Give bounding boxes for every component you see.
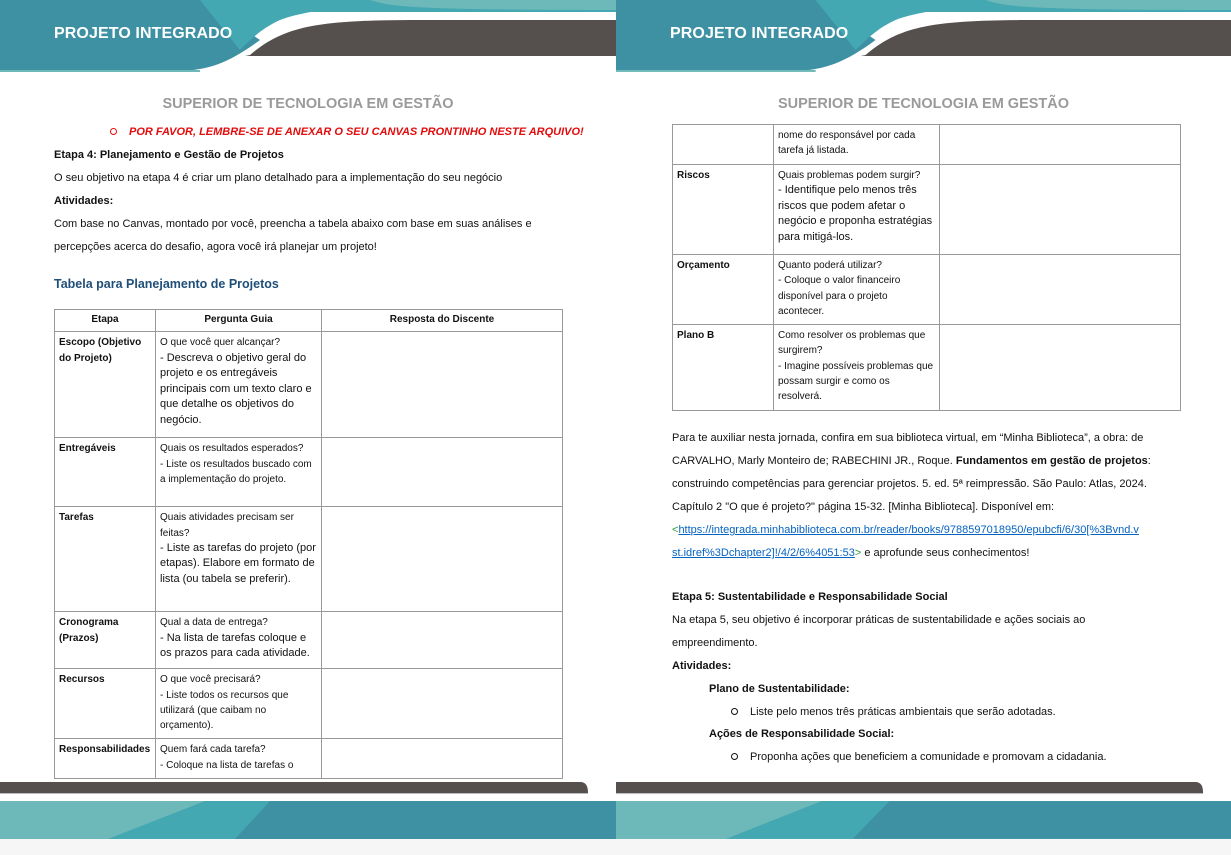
guide-description: - Descreva o objetivo geral do projeto e os entregáveis principais com um texto claro e que detalhe os objetivos do negócio.: [160, 351, 312, 426]
reference-line-1: Para te auxiliar nesta jornada, confira em sua biblioteca virtual, em “Minha Biblioteca”, a obra: de: [672, 432, 1144, 444]
reference-line-4: Capítulo 2 "O que é projeto?" página 15-32. [Minha Biblioteca]. Disponível em:: [672, 501, 1055, 513]
etapa-cell: Tarefas: [55, 507, 156, 612]
table-row: [673, 165, 1181, 255]
answer-cell[interactable]: [940, 255, 1181, 325]
table-row: [55, 669, 563, 739]
bullet-circle-icon: [731, 753, 738, 760]
etapa4-title: Etapa 4: Planejamento e Gestão de Projetos: [54, 149, 284, 161]
social-item: [731, 750, 1107, 764]
guide-question-cell: [774, 125, 940, 165]
etapa-cell: Riscos: [673, 165, 774, 255]
guide-question: nome do responsável por cada tarefa já listada.: [778, 130, 916, 157]
answer-cell[interactable]: [940, 165, 1181, 255]
guide-question: O que você quer alcançar?: [160, 337, 281, 349]
note-text: POR FAVOR, LEMBRE-SE DE ANEXAR O SEU CANVAS PRONTINHO NESTE ARQUIVO!: [129, 126, 584, 138]
etapa-cell: Plano B: [673, 325, 774, 410]
answer-cell[interactable]: [322, 332, 563, 438]
etapa-cell: [673, 125, 774, 165]
reference-authors: CARVALHO, Marly Monteiro de; RABECHINI JR., Roque.: [672, 455, 956, 467]
header-title: PROJETO INTEGRADO: [670, 25, 849, 42]
guide-question-cell: [156, 612, 322, 669]
reference-line-3: construindo competências para gerenciar projetos. 5. ed. 5ª reimpressão. São Paulo: Atlas, 2024.: [672, 478, 1147, 490]
table-row: [673, 325, 1181, 410]
guide-question: Quem fará cada tarefa?: [160, 744, 266, 756]
guide-question: Quanto poderá utilizar?: [778, 260, 882, 271]
footer-graphic: [616, 780, 1231, 855]
atividades-label: Atividades:: [54, 195, 114, 207]
answer-cell[interactable]: [940, 125, 1181, 165]
header-title: PROJETO INTEGRADO: [54, 25, 233, 42]
answer-cell[interactable]: [940, 325, 1181, 410]
document-page-right: [616, 0, 1231, 855]
guide-description: - Coloque o valor financeiro disponível para o projeto acontecer.: [778, 275, 901, 317]
etapa-cell: Recursos: [55, 669, 156, 739]
guide-question-cell: [156, 739, 322, 779]
guide-question-cell: [156, 669, 322, 739]
answer-cell[interactable]: [322, 739, 563, 779]
etapa-cell: Escopo (Objetivo do Projeto): [55, 332, 156, 438]
guide-question-cell: [774, 255, 940, 325]
minha-biblioteca-link[interactable]: https://integrada.minhabiblioteca.com.br/reader/books/9788597018950/epubcfi/6/30[%3Bvnd.v: [678, 524, 1139, 536]
answer-cell[interactable]: [322, 612, 563, 669]
guide-question: Quais atividades precisam ser feitas?: [160, 512, 294, 539]
guide-question: Qual a data de entrega?: [160, 617, 268, 629]
minha-biblioteca-link-continued[interactable]: st.idref%3Dchapter2]!/4/2/6%4051:53: [672, 547, 855, 559]
etapa5-title: Etapa 5: Sustentabilidade e Responsabilidade Social: [672, 591, 948, 603]
guide-question: Como resolver os problemas que surgirem?: [778, 330, 926, 357]
guide-question-cell: [156, 507, 322, 612]
guide-question-cell: [774, 165, 940, 255]
answer-cell[interactable]: [322, 438, 563, 507]
table-title: Tabela para Planejamento de Projetos: [54, 277, 279, 291]
guide-question: Quais os resultados esperados?: [160, 443, 304, 455]
reference-link-line-1: [672, 523, 1139, 537]
table-row: [55, 612, 563, 669]
reference-line-2: [672, 454, 1151, 468]
guide-description: - Liste as tarefas do projeto (por etapas). Elabore em formato de lista (ou tabela se preferir).: [160, 541, 316, 586]
reference-tail: e aprofunde seus conhecimentos!: [861, 547, 1030, 559]
etapa-cell: Orçamento: [673, 255, 774, 325]
header-etapa: Etapa: [55, 310, 156, 332]
table-header-row: [55, 310, 563, 332]
bullet-circle-icon: [731, 708, 738, 715]
guide-description: - Na lista de tarefas coloque e os prazos para cada atividade.: [160, 631, 310, 660]
etapa5-line-1: Na etapa 5, seu objetivo é incorporar práticas de sustentabilidade e ações sociais ao: [672, 614, 1086, 626]
guide-question-cell: [774, 325, 940, 410]
etapa-cell: Entregáveis: [55, 438, 156, 507]
sustainability-plan-title: Plano de Sustentabilidade:: [709, 683, 850, 695]
table-row: [55, 332, 563, 438]
footer-graphic: [0, 780, 616, 855]
table-row: [673, 125, 1181, 165]
guide-question: Quais problemas podem surgir?: [778, 170, 921, 181]
answer-cell[interactable]: [322, 669, 563, 739]
guide-description: - Liste os resultados buscado com a implementação do projeto.: [160, 458, 312, 485]
table-row: [673, 255, 1181, 325]
guide-question-cell: [156, 332, 322, 438]
social-item-text: Proponha ações que beneficiem a comunidade e promovam a cidadania.: [750, 751, 1107, 763]
link-bracket-open: <: [672, 524, 679, 536]
guide-question-cell: [156, 438, 322, 507]
atividades-label: Atividades:: [672, 660, 732, 672]
etapa-cell: Cronograma (Prazos): [55, 612, 156, 669]
reference-link-line-2: [672, 546, 1029, 560]
page-header-banner: [0, 0, 616, 72]
reference-colon: :: [1147, 455, 1151, 467]
guide-question: O que você precisará?: [160, 674, 261, 686]
course-subtitle: SUPERIOR DE TECNOLOGIA EM GESTÃO: [162, 96, 454, 112]
course-subtitle: SUPERIOR DE TECNOLOGIA EM GESTÃO: [777, 96, 1070, 112]
table-row: [55, 507, 563, 612]
answer-cell[interactable]: [322, 507, 563, 612]
etapa5-line-2: empreendimento.: [672, 637, 758, 649]
header-pergunta-guia: Pergunta Guia: [156, 310, 322, 332]
table-row: [55, 739, 563, 779]
attach-canvas-note: [110, 126, 584, 138]
sustainability-item: [731, 705, 1056, 719]
etapa4-objective: O seu objetivo na etapa 4 é criar um plano detalhado para a implementação do seu negócio: [54, 172, 503, 184]
guide-description: - Identifique pelo menos três riscos que podem afetar o negócio e proponha estratégias para mitigá-los.: [778, 184, 933, 244]
bullet-circle-icon: [110, 128, 117, 135]
header-resposta: Resposta do Discente: [322, 310, 563, 332]
guide-description: - Coloque na lista de tarefas o: [160, 759, 294, 771]
project-planning-table: [54, 309, 563, 779]
link-bracket-close: >: [854, 547, 862, 559]
page-footer-banner: [0, 780, 616, 855]
guide-description: - Imagine possíveis problemas que possam surgir e como os resolverá.: [778, 360, 934, 403]
page-footer-banner: [616, 780, 1231, 855]
atividades-line-1: Com base no Canvas, montado por você, preencha a tabela abaixo com base em suas análises e: [54, 218, 532, 230]
guide-description: - Liste todos os recursos que utilizará (que caibam no orçamento).: [160, 689, 289, 732]
etapa-cell: Responsabilidades: [55, 739, 156, 779]
social-responsibility-title: Ações de Responsabilidade Social:: [709, 728, 895, 740]
project-planning-table-continued: [672, 124, 1181, 411]
atividades-line-2: percepções acerca do desafio, agora você irá planejar um projeto!: [54, 241, 377, 253]
page-header-banner: [616, 0, 1231, 72]
table-row: [55, 438, 563, 507]
sustainability-item-text: Liste pelo menos três práticas ambientais que serão adotadas.: [750, 706, 1056, 718]
reference-book-title: Fundamentos em gestão de projetos: [955, 455, 1148, 467]
